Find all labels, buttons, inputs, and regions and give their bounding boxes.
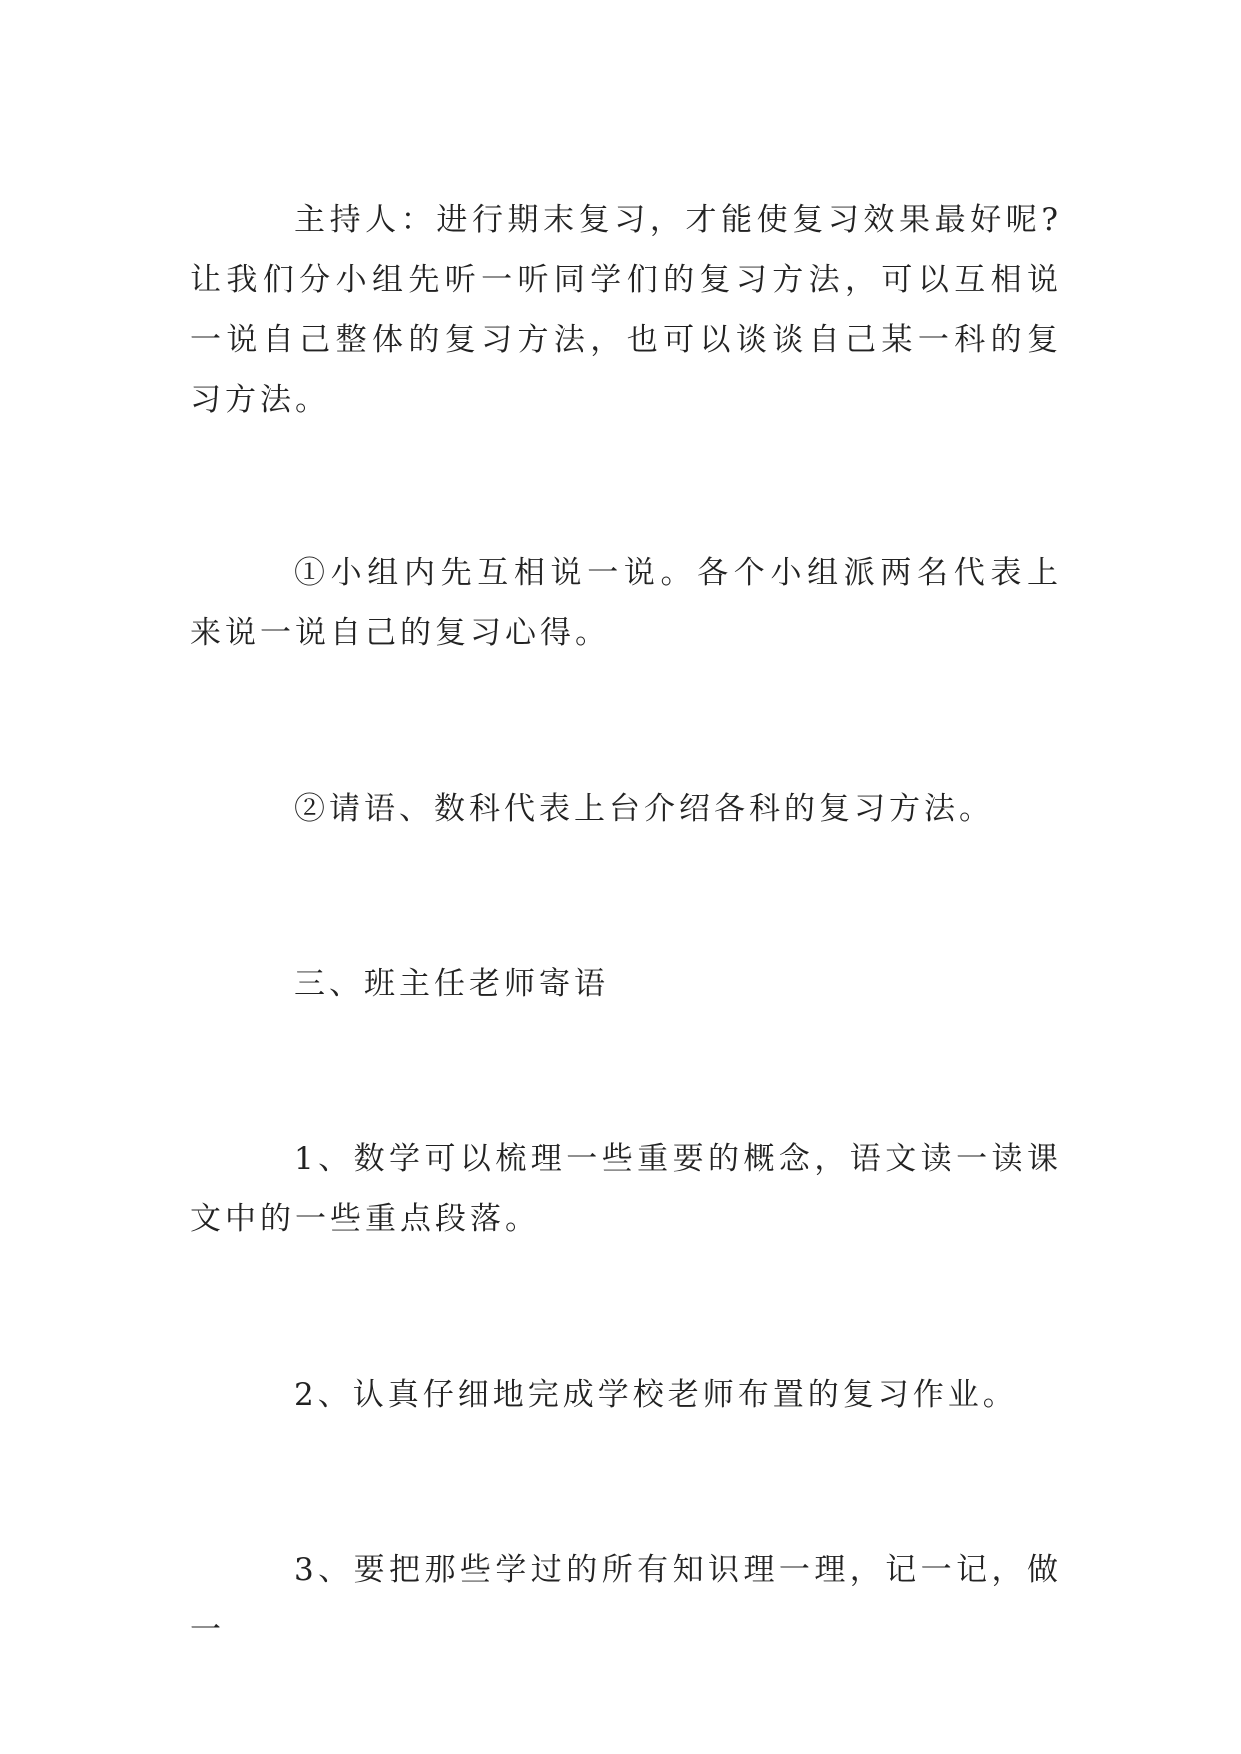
document-body <box>190 190 1062 1660</box>
paragraph-item-3: 3、要把那些学过的所有知识理一理，记一记，做一 <box>190 1552 1062 1648</box>
paragraph-subject-representatives: ②请语、数科代表上台介绍各科的复习方法。 <box>294 791 994 827</box>
paragraph-item-1: 1、数学可以梳理一些重要的概念，语文读一读课文中的一些重点段落。 <box>190 1141 1062 1237</box>
paragraph-group-discussion: ①小组内先互相说一说。各个小组派两名代表上来说一说自己的复习心得。 <box>190 555 1062 651</box>
paragraph-host-intro: 主持人：进行期末复习，才能使复习效果最好呢?让我们分小组先听一听同学们的复习方法，可以互相说一说自己整体的复习方法，也可以谈谈自己某一科的复习方法。 <box>190 202 1062 418</box>
section-heading-teacher-message: 三、班主任老师寄语 <box>294 966 609 1002</box>
paragraph-item-2: 2、认真仔细地完成学校老师布置的复习作业。 <box>294 1377 1018 1413</box>
